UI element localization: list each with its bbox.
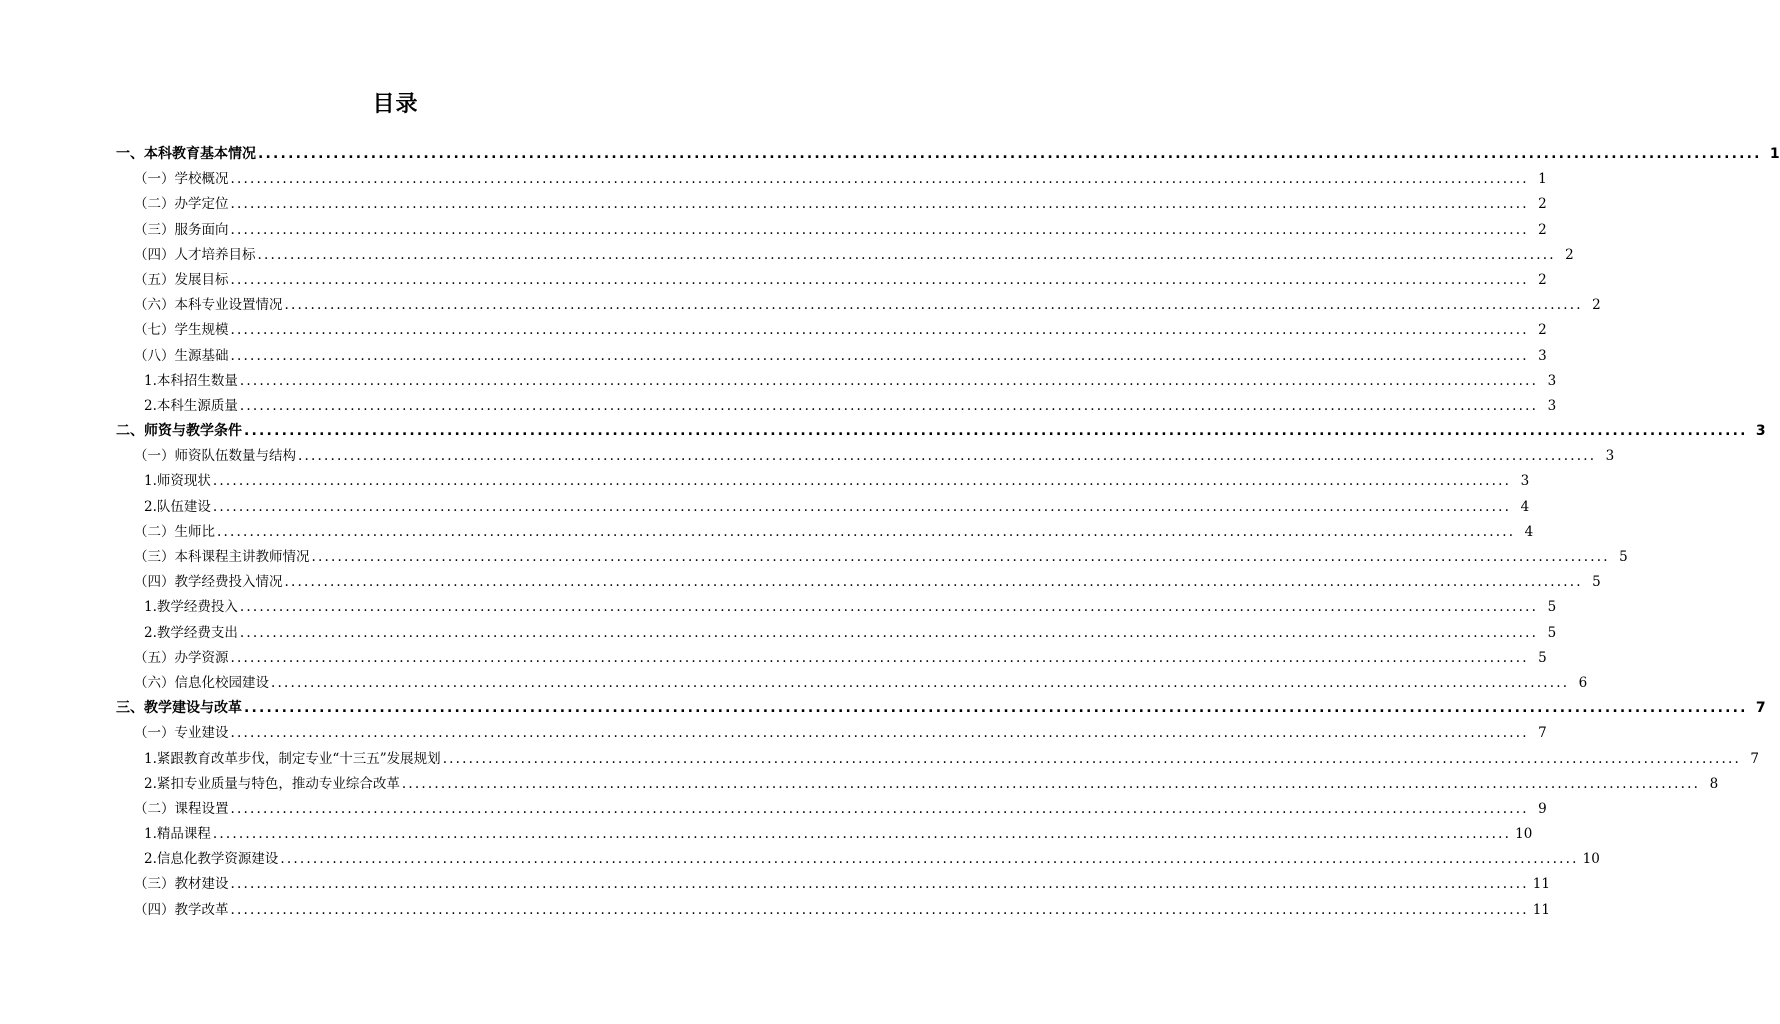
toc-leader-dots: ........................................................................................................................................................................................................ bbox=[271, 674, 1570, 691]
toc-entry-label: （八）生源基础 bbox=[134, 347, 229, 364]
toc-entry-label: （五）发展目标 bbox=[134, 271, 229, 288]
toc-entry[interactable] bbox=[116, 444, 1615, 469]
toc-entry-label: （二）办学定位 bbox=[134, 196, 229, 213]
toc-page-number: 2 bbox=[1538, 271, 1547, 288]
toc-entry[interactable] bbox=[116, 570, 1601, 595]
toc-page-number: 10 bbox=[1515, 826, 1533, 843]
toc-entry-label: （三）本科课程主讲教师情况 bbox=[134, 549, 310, 565]
toc-entry-label: 2.教学经费支出 bbox=[144, 624, 238, 641]
page-title: 目录 bbox=[372, 92, 419, 117]
toc-leader-dots: ........................................................................................................................................................................................................ bbox=[258, 146, 1762, 162]
toc-entry[interactable] bbox=[116, 898, 1550, 923]
toc-leader-dots: ........................................................................................................................................................................................................ bbox=[239, 599, 1539, 616]
toc-entry-label: 1.师资现状 bbox=[144, 473, 211, 490]
toc-leader-dots: ........................................................................................................................................................................................................ bbox=[212, 826, 1512, 843]
toc-entry-label: （三）教材建设 bbox=[134, 876, 229, 893]
toc-leader-dots: ........................................................................................................................................................................................................ bbox=[280, 851, 1579, 868]
toc-entry-label: （四）人才培养目标 bbox=[134, 246, 256, 263]
toc-entry[interactable] bbox=[116, 293, 1601, 318]
toc-leader-dots: ........................................................................................................................................................................................................ bbox=[230, 221, 1529, 238]
toc-page-number: 5 bbox=[1592, 574, 1601, 591]
toc-leader-dots: ........................................................................................................................................................................................................ bbox=[230, 800, 1529, 817]
toc-entry-label: （六）本科专业设置情况 bbox=[134, 297, 283, 314]
toc-page-number: 9 bbox=[1538, 800, 1547, 817]
toc-page-number: 6 bbox=[1578, 674, 1588, 691]
toc-entry[interactable] bbox=[116, 394, 1557, 419]
toc-page-number: 1 bbox=[1538, 171, 1547, 188]
toc-entry[interactable] bbox=[116, 721, 1547, 746]
toc-page-number: 4 bbox=[1520, 498, 1530, 515]
toc-entry-label: 1.教学经费投入 bbox=[144, 599, 238, 616]
toc-entry-label: 一、本科教育基本情况 bbox=[116, 146, 256, 162]
toc-page-number: 2 bbox=[1592, 297, 1601, 314]
toc-leader-dots: ........................................................................................................................................................................................................ bbox=[230, 271, 1529, 288]
toc-entry-label: 2.队伍建设 bbox=[144, 498, 211, 515]
toc-page-number: 10 bbox=[1582, 851, 1600, 868]
toc-entry-label: 2.信息化教学资源建设 bbox=[144, 851, 279, 868]
toc-entry-label: （一）学校概况 bbox=[134, 171, 229, 188]
toc-page-number: 4 bbox=[1524, 523, 1534, 540]
toc-entry-label: 1.精品课程 bbox=[144, 826, 211, 843]
toc-leader-dots: ........................................................................................................................................................................................................ bbox=[298, 448, 1597, 465]
toc-entry[interactable] bbox=[116, 847, 1600, 872]
toc-leader-dots: ........................................................................................................................................................................................................ bbox=[212, 473, 1512, 490]
toc-entry[interactable] bbox=[116, 646, 1547, 671]
toc-page-number: 1 bbox=[1769, 146, 1780, 162]
toc-entry[interactable] bbox=[116, 671, 1588, 696]
toc-entry[interactable] bbox=[116, 621, 1557, 646]
toc-leader-dots: ........................................................................................................................................................................................................ bbox=[230, 649, 1529, 666]
toc-entry-label: （五）办学资源 bbox=[134, 649, 229, 666]
toc-entry[interactable] bbox=[116, 747, 1759, 772]
toc-entry[interactable] bbox=[116, 419, 1766, 444]
toc-leader-dots: ........................................................................................................................................................................................................ bbox=[239, 372, 1539, 389]
toc-entry[interactable] bbox=[116, 822, 1533, 847]
toc-entry-label: 二、师资与教学条件 bbox=[116, 423, 242, 440]
toc-page-number: 3 bbox=[1755, 423, 1766, 440]
toc-entry[interactable] bbox=[116, 344, 1547, 369]
toc-page-number: 2 bbox=[1538, 322, 1547, 339]
toc-entry[interactable] bbox=[116, 142, 1780, 167]
table-of-contents bbox=[116, 142, 1780, 923]
toc-leader-dots: ........................................................................................................................................................................................................ bbox=[311, 549, 1610, 565]
toc-leader-dots: ........................................................................................................................................................................................................ bbox=[442, 750, 1741, 767]
toc-entry[interactable] bbox=[116, 167, 1547, 192]
toc-page-number: 5 bbox=[1547, 599, 1557, 616]
toc-leader-dots: ........................................................................................................................................................................................................ bbox=[230, 322, 1529, 339]
toc-entry-label: （三）服务面向 bbox=[134, 221, 229, 238]
toc-entry[interactable] bbox=[116, 369, 1557, 394]
toc-page-number: 7 bbox=[1755, 700, 1766, 717]
toc-page-number: 2 bbox=[1538, 196, 1547, 213]
toc-entry[interactable] bbox=[116, 243, 1574, 268]
toc-entry-label: （二）生师比 bbox=[134, 523, 215, 540]
toc-page-number: 2 bbox=[1538, 221, 1547, 238]
toc-page-number: 8 bbox=[1709, 775, 1719, 792]
toc-leader-dots: ........................................................................................................................................................................................................ bbox=[244, 700, 1748, 717]
toc-entry[interactable] bbox=[116, 545, 1628, 570]
toc-entry-label: （四）教学经费投入情况 bbox=[134, 574, 283, 591]
toc-entry[interactable] bbox=[116, 218, 1547, 243]
toc-leader-dots: ........................................................................................................................................................................................................ bbox=[230, 725, 1529, 742]
toc-page-number: 5 bbox=[1538, 649, 1547, 666]
toc-leader-dots: ........................................................................................................................................................................................................ bbox=[239, 397, 1539, 414]
toc-page-number: 3 bbox=[1538, 347, 1547, 364]
toc-leader-dots: ........................................................................................................................................................................................................ bbox=[212, 498, 1512, 515]
toc-entry[interactable] bbox=[116, 696, 1766, 721]
toc-leader-dots: ........................................................................................................................................................................................................ bbox=[230, 171, 1529, 188]
toc-page-number: 5 bbox=[1547, 624, 1557, 641]
toc-entry-label: （六）信息化校园建设 bbox=[134, 674, 269, 691]
toc-page-number: 7 bbox=[1538, 725, 1547, 742]
toc-leader-dots: ........................................................................................................................................................................................................ bbox=[244, 423, 1748, 440]
toc-page-number: 11 bbox=[1532, 876, 1550, 893]
toc-page-number: 2 bbox=[1565, 246, 1574, 263]
toc-entry[interactable] bbox=[116, 595, 1557, 620]
toc-entry[interactable] bbox=[116, 192, 1547, 217]
toc-entry[interactable] bbox=[116, 797, 1547, 822]
toc-entry-label: （四）教学改革 bbox=[134, 901, 229, 918]
toc-entry-label: （一）师资队伍数量与结构 bbox=[134, 448, 296, 465]
toc-page-number: 3 bbox=[1605, 448, 1615, 465]
toc-entry[interactable] bbox=[116, 318, 1547, 343]
toc-entry[interactable] bbox=[116, 268, 1547, 293]
toc-leader-dots: ........................................................................................................................................................................................................ bbox=[230, 876, 1529, 893]
toc-page-number: 11 bbox=[1532, 901, 1550, 918]
toc-page-number: 7 bbox=[1750, 750, 1759, 767]
toc-entry-label: 2.紧扣专业质量与特色，推动专业综合改革 bbox=[144, 775, 400, 792]
toc-page-number: 3 bbox=[1520, 473, 1530, 490]
toc-leader-dots: ........................................................................................................................................................................................................ bbox=[257, 246, 1556, 263]
toc-entry-label: 1.本科招生数量 bbox=[144, 372, 238, 389]
toc-entry[interactable] bbox=[116, 772, 1719, 797]
toc-page-number: 3 bbox=[1547, 397, 1557, 414]
toc-leader-dots: ........................................................................................................................................................................................................ bbox=[217, 523, 1516, 540]
toc-entry-label: （一）专业建设 bbox=[134, 725, 229, 742]
toc-entry[interactable] bbox=[116, 520, 1534, 545]
toc-entry[interactable] bbox=[116, 495, 1530, 520]
toc-leader-dots: ........................................................................................................................................................................................................ bbox=[230, 901, 1529, 918]
toc-leader-dots: ........................................................................................................................................................................................................ bbox=[401, 775, 1701, 792]
toc-entry-label: 2.本科生源质量 bbox=[144, 397, 238, 414]
toc-page-number: 3 bbox=[1547, 372, 1557, 389]
toc-entry-label: （七）学生规模 bbox=[134, 322, 229, 339]
toc-entry[interactable] bbox=[116, 872, 1550, 897]
toc-entry-label: 三、教学建设与改革 bbox=[116, 700, 242, 717]
toc-entry-label: 1.紧跟教育改革步伐，制定专业“十三五”发展规划 bbox=[144, 750, 441, 767]
toc-entry[interactable] bbox=[116, 469, 1530, 494]
toc-entry-label: （二）课程设置 bbox=[134, 800, 229, 817]
toc-page-number: 5 bbox=[1619, 549, 1628, 565]
toc-leader-dots: ........................................................................................................................................................................................................ bbox=[239, 624, 1539, 641]
toc-leader-dots: ........................................................................................................................................................................................................ bbox=[284, 574, 1583, 591]
toc-leader-dots: ........................................................................................................................................................................................................ bbox=[230, 347, 1529, 364]
toc-leader-dots: ........................................................................................................................................................................................................ bbox=[230, 196, 1529, 213]
toc-leader-dots: ........................................................................................................................................................................................................ bbox=[284, 297, 1583, 314]
